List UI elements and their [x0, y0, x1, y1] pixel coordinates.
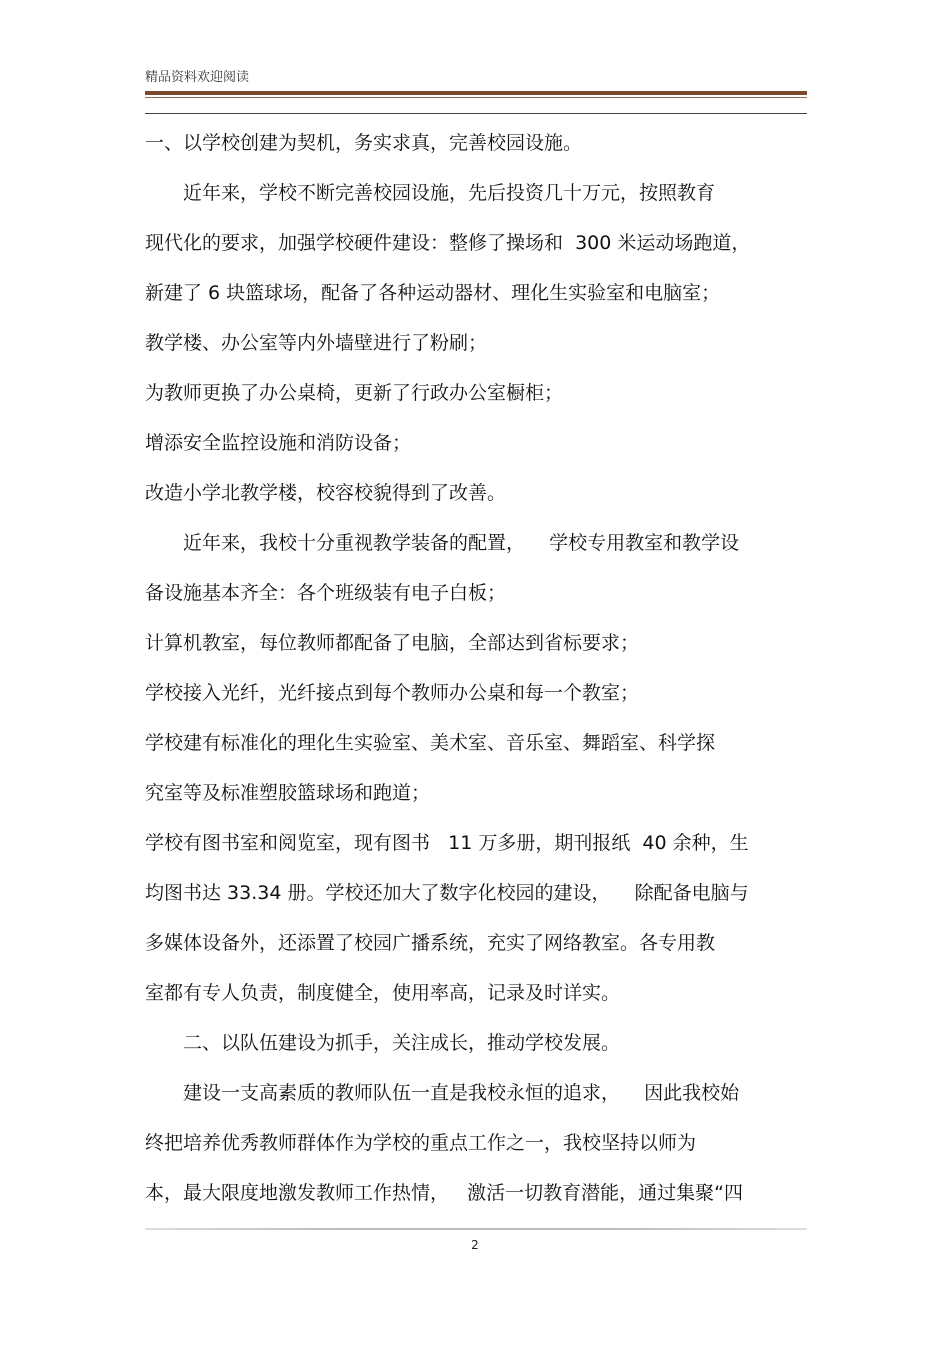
text-line: 增添安全监控设施和消防设备； [145, 432, 412, 454]
text-line: 改造小学北教学楼，校容校貌得到了改善。 [145, 482, 507, 504]
text-line: 计算机教室，每位教师都配备了电脑，全部达到省标要求； [145, 632, 640, 654]
page-header-title: 精品资料欢迎阅读 [145, 70, 250, 85]
text-line: 二、以队伍建设为抓手，关注成长，推动学校发展。 [145, 1032, 621, 1054]
text-line: 现代化的要求，加强学校硬件建设：整修了操场和 300 米运动场跑道， [145, 232, 751, 254]
text-line: 建设一支高素质的教师队伍一直是我校永恒的追求， 因此我校始 [145, 1082, 740, 1104]
text-line: 新建了 6 块篮球场，配备了各种运动器材、理化生实验室和电脑室； [145, 282, 721, 304]
page-number: 2 [471, 1238, 479, 1252]
text-line: 学校有图书室和阅览室，现有图书 11 万多册，期刊报纸 40 余种，生 [145, 832, 749, 854]
text-line: 近年来，我校十分重视教学装备的配置， 学校专用教室和教学设 [145, 532, 740, 554]
text-line: 备设施基本齐全：各个班级装有电子白板； [145, 582, 507, 604]
text-line: 终把培养优秀教师群体作为学校的重点工作之一，我校坚持以师为 [145, 1132, 697, 1154]
text-line: 室都有专人负责，制度健全，使用率高，记录及时详实。 [145, 982, 621, 1004]
footer-rule [145, 1228, 807, 1230]
text-line: 为教师更换了办公桌椅，更新了行政办公室橱柜； [145, 382, 564, 404]
text-line: 教学楼、办公室等内外墙壁进行了粉刷； [145, 332, 488, 354]
text-line: 学校建有标准化的理化生实验室、美术室、音乐室、舞蹈室、科学探 [145, 732, 716, 754]
text-line: 多媒体设备外，还添置了校园广播系统，充实了网络教室。各专用教 [145, 932, 716, 954]
text-line: 近年来，学校不断完善校园设施，先后投资几十万元，按照教育 [145, 182, 716, 204]
text-line: 学校接入光纤，光纤接点到每个教师办公桌和每一个教室； [145, 682, 640, 704]
text-line: 究室等及标准塑胶篮球场和跑道； [145, 782, 431, 804]
text-line: 一、以学校创建为契机，务实求真，完善校园设施。 [145, 132, 583, 154]
text-line: 均图书达 33.34 册。学校还加大了数字化校园的建设， 除配备电脑与 [145, 882, 749, 904]
header-rule-thin [145, 97, 807, 98]
header-rule-secondary [145, 113, 807, 114]
header-rule-thick [145, 91, 807, 95]
text-line: 本，最大限度地激发教师工作热情， 激活一切教育潜能，通过集聚“四 [145, 1182, 743, 1204]
